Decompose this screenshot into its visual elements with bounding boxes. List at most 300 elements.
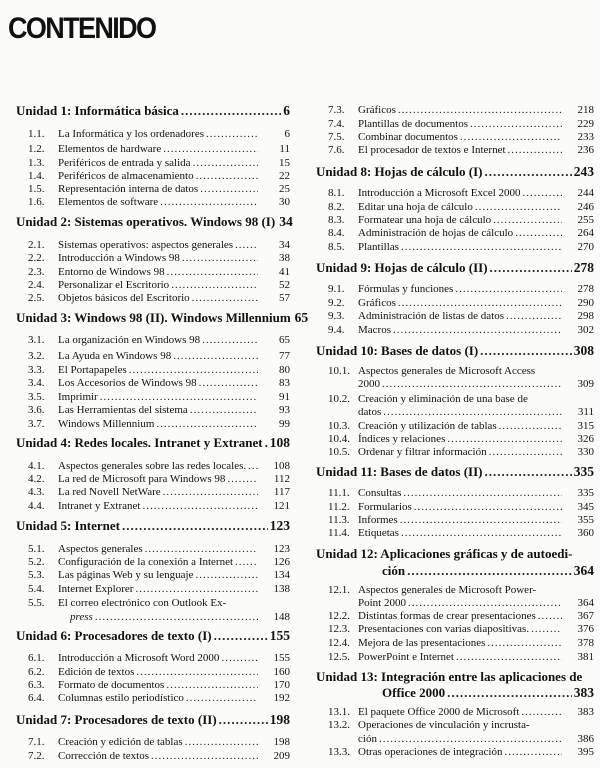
unit-heading (16, 518, 290, 534)
entry-page: 309 (577, 378, 594, 390)
entry-title: Aspectos generales de Microsoft Power- (358, 584, 537, 596)
leader-dots (265, 435, 268, 451)
entry-title: Combinar documentos (358, 131, 458, 143)
entry-number: 10.4. (328, 433, 350, 445)
entry-number: 1.2. (28, 143, 45, 155)
entry-page: 330 (577, 446, 594, 458)
toc-entry (316, 637, 594, 649)
entry-number: 8.1. (328, 187, 345, 199)
entry-page: 244 (577, 187, 594, 199)
unit-heading (316, 260, 594, 276)
entry-number: 3.5. (28, 391, 45, 403)
entry-page: 52 (279, 279, 290, 291)
entry-page: 123 (273, 543, 290, 555)
leader-dots (166, 679, 258, 691)
toc-entry (16, 736, 290, 748)
entry-number: 6.3. (28, 679, 45, 691)
unit-page: 308 (573, 343, 594, 358)
toc-entry (316, 118, 594, 130)
leader-dots (129, 364, 258, 376)
unit-page: 34 (279, 214, 293, 229)
leader-dots (190, 404, 258, 416)
unit-title: Unidad 3: Windows 98 (II). Windows Millennium (16, 310, 291, 325)
leader-dots (186, 692, 258, 704)
toc-entry (316, 393, 594, 405)
entry-title: Etiquetas (358, 527, 399, 539)
entry-title: Ordenar y filtrar información (358, 446, 487, 458)
leader-dots (407, 563, 572, 579)
leader-dots (485, 464, 572, 480)
leader-dots (248, 460, 258, 472)
toc-entry (16, 750, 290, 762)
entry-page: 255 (577, 214, 594, 226)
toc-entry-continuation (16, 611, 290, 623)
entry-page: 15 (279, 157, 290, 169)
entry-page: 117 (273, 486, 290, 498)
entry-title: Fórmulas y funciones (358, 283, 454, 295)
entry-page: 246 (577, 201, 594, 213)
entry-number: 4.3. (28, 486, 45, 498)
entry-page: 6 (284, 128, 290, 140)
entry-number: 7.2. (28, 750, 45, 762)
entry-number: 3.7. (28, 418, 45, 430)
entry-number: 7.4. (328, 118, 345, 130)
entry-number: 6.4. (28, 692, 45, 704)
toc-entry (16, 692, 290, 704)
leader-dots (142, 500, 258, 512)
unit-title: Unidad 5: Internet (16, 518, 121, 533)
toc-entry (316, 733, 594, 745)
toc-entry (316, 746, 594, 758)
leader-dots (490, 260, 572, 276)
toc-entry (16, 183, 290, 195)
entry-number: 2.2. (28, 252, 45, 264)
toc-entry (316, 365, 594, 377)
toc-entry (16, 350, 290, 362)
toc-entry (316, 283, 594, 295)
entry-number: 9.1. (328, 283, 345, 295)
toc-entry (316, 144, 594, 156)
entry-page: 278 (577, 283, 594, 295)
toc-entry (316, 241, 594, 253)
entry-number: 1.3. (28, 157, 45, 169)
entry-page: 108 (273, 460, 290, 472)
toc-entry (16, 391, 290, 403)
toc-entry (16, 252, 290, 264)
unit-page: 6 (283, 103, 290, 118)
entry-page: 160 (273, 666, 290, 678)
unit-title: Unidad 13: Integración entre las aplicaciones de (316, 669, 583, 684)
leader-dots (400, 514, 562, 526)
leader-dots (193, 157, 258, 169)
entry-number: 8.3. (328, 214, 345, 226)
entry-title: La Ayuda en Windows 98 (58, 350, 172, 362)
entry-title: Las Herramientas del sistema (58, 404, 188, 416)
entry-number: 10.2. (328, 393, 350, 405)
unit-page: 155 (269, 628, 290, 643)
entry-number: 10.1. (328, 365, 350, 377)
entry-page: 198 (273, 736, 290, 748)
toc-entry (16, 364, 290, 376)
entry-page: 41 (279, 266, 290, 278)
entry-number: 5.2. (28, 556, 45, 568)
toc-entry (16, 196, 290, 208)
unit-heading (16, 103, 290, 119)
entry-title: El paquete Office 2000 de Microsoft (358, 706, 520, 718)
unit-title: Unidad 6: Procesadores de texto (I) (16, 628, 212, 643)
leader-dots (515, 227, 562, 239)
unit-title: Unidad 8: Hojas de cálculo (I) (316, 164, 483, 179)
toc-entry (16, 266, 290, 278)
unit-heading (16, 712, 290, 728)
toc-entry (16, 486, 290, 498)
leader-dots (156, 418, 258, 430)
entry-title: Administración de hojas de cálculo (358, 227, 514, 239)
toc-entry (16, 418, 290, 430)
entry-page: 290 (577, 297, 594, 309)
entry-page: 121 (273, 500, 290, 512)
entry-title: Aspectos generales de Microsoft Access (358, 365, 536, 377)
entry-title: Corrección de textos (58, 750, 150, 762)
leader-dots (460, 131, 562, 143)
entry-title: PowerPoint e Internet (358, 651, 454, 663)
unit-page: 65 (294, 310, 309, 325)
leader-dots (196, 170, 258, 182)
toc-entry (16, 143, 290, 155)
toc-entry (316, 420, 594, 432)
leader-dots (195, 569, 258, 581)
leader-dots (456, 651, 562, 663)
toc-entry (316, 378, 594, 390)
entry-page: 270 (577, 241, 594, 253)
entry-number: 7.6. (328, 144, 345, 156)
entry-number: 10.5. (328, 446, 350, 458)
leader-dots (401, 241, 562, 253)
entry-page: 25 (279, 183, 290, 195)
leader-dots (100, 391, 258, 403)
entry-number: 7.1. (28, 736, 45, 748)
unit-title: ción (382, 563, 406, 578)
entry-number: 8.4. (328, 227, 345, 239)
entry-page: 83 (279, 377, 290, 389)
leader-dots (379, 733, 562, 745)
entry-title: ción (358, 733, 377, 745)
entry-number: 7.5. (328, 131, 345, 143)
toc-entry (316, 187, 594, 199)
toc-entry (316, 433, 594, 445)
entry-title: 2000 (358, 378, 380, 390)
leader-dots (160, 196, 258, 208)
leader-dots (171, 279, 258, 291)
toc-entry (16, 334, 290, 346)
entry-title: press (70, 611, 93, 623)
toc-entry (16, 679, 290, 691)
entry-number: 12.3. (328, 623, 350, 635)
entry-title: Otras operaciones de integración (358, 746, 503, 758)
entry-number: 13.3. (328, 746, 350, 758)
leader-dots (414, 501, 562, 513)
toc-entry (316, 131, 594, 143)
toc-entry (16, 460, 290, 472)
unit-heading (16, 214, 293, 230)
leader-dots (206, 128, 258, 140)
toc-entry (16, 128, 290, 140)
leader-dots (200, 183, 258, 195)
entry-page: 99 (279, 418, 290, 430)
leader-dots (185, 736, 258, 748)
entry-title: El correo electrónico con Outlook Ex- (58, 597, 227, 609)
entry-title: Intranet y Extranet (58, 500, 141, 512)
toc-entry (16, 473, 290, 485)
leader-dots (167, 266, 258, 278)
entry-number: 11.3. (328, 514, 350, 526)
leader-dots (484, 164, 571, 180)
unit-title: Unidad 7: Procesadores de texto (II) (16, 712, 217, 727)
toc-entry (16, 569, 290, 581)
toc-entry (316, 706, 594, 718)
leader-dots (383, 406, 562, 418)
entry-number: 12.2. (328, 610, 350, 622)
entry-number: 2.4. (28, 279, 45, 291)
entry-number: 5.3. (28, 569, 45, 581)
unit-title: Unidad 10: Bases de datos (I) (316, 343, 479, 358)
entry-number: 13.2. (328, 719, 350, 731)
entry-number: 1.1. (28, 128, 45, 140)
entry-title: Formularios (358, 501, 412, 513)
entry-title: Plantillas (358, 241, 399, 253)
entry-number: 10.3. (328, 420, 350, 432)
unit-title: Office 2000 (382, 685, 446, 700)
toc-entry (16, 597, 290, 609)
leader-dots (163, 486, 258, 498)
entry-page: 30 (279, 196, 290, 208)
entry-number: 13.1. (328, 706, 350, 718)
leader-dots (508, 144, 562, 156)
entry-title: Point 2000 (358, 597, 406, 609)
unit-page: 243 (573, 164, 594, 179)
unit-title: Unidad 12: Aplicaciones gráficas y de autoedi- (316, 546, 573, 561)
toc-entry (316, 487, 594, 499)
unit-title: Unidad 9: Hojas de cálculo (II) (316, 260, 488, 275)
entry-page: 302 (577, 324, 594, 336)
toc-entry (16, 239, 290, 251)
entry-number: 6.2. (28, 666, 45, 678)
entry-page: 264 (577, 227, 594, 239)
entry-page: 170 (273, 679, 290, 691)
entry-title: Distintas formas de crear presentaciones (358, 610, 536, 622)
entry-page: 91 (279, 391, 290, 403)
leader-dots (455, 283, 562, 295)
entry-title: Índices y relaciones (358, 433, 446, 445)
entry-title: Macros (358, 324, 391, 336)
entry-number: 5.4. (28, 583, 45, 595)
entry-title: Introducción a Microsoft Word 2000 (58, 652, 220, 664)
toc-entry (316, 310, 594, 322)
entry-title: Imprimir (58, 391, 98, 403)
leader-dots (221, 652, 258, 664)
entry-page: 80 (279, 364, 290, 376)
entry-page: 34 (279, 239, 290, 251)
entry-number: 3.6. (28, 404, 45, 416)
entry-title: Administración de listas de datos (358, 310, 505, 322)
entry-number: 2.3. (28, 266, 45, 278)
entry-title: Creación y eliminación de una base de (358, 393, 528, 405)
entry-number: 11.2. (328, 501, 350, 513)
entry-page: 364 (577, 597, 594, 609)
leader-dots (470, 118, 562, 130)
leader-dots (151, 750, 258, 762)
entry-page: 360 (577, 527, 594, 539)
leader-dots (487, 637, 562, 649)
entry-title: Gráficos (358, 297, 396, 309)
entry-page: 378 (577, 637, 594, 649)
leader-dots (521, 706, 562, 718)
toc-entry (16, 556, 290, 568)
entry-title: Sistemas operativos: aspectos generales (58, 239, 234, 251)
leader-dots (475, 201, 562, 213)
leader-dots (447, 685, 572, 701)
entry-title: La red Novell NetWare (58, 486, 161, 498)
entry-number: 4.2. (28, 473, 45, 485)
leader-dots (219, 712, 268, 728)
entry-number: 11.1. (328, 487, 350, 499)
unit-page: 335 (573, 464, 594, 479)
entry-page: 22 (279, 170, 290, 182)
entry-number: 12.5. (328, 651, 350, 663)
entry-title: Periféricos de almacenamiento (58, 170, 194, 182)
entry-title: Gráficos (358, 104, 396, 116)
entry-title: Windows Millennium (58, 418, 155, 430)
entry-number: 12.4. (328, 637, 350, 649)
toc-entry (316, 227, 594, 239)
unit-heading (316, 546, 594, 562)
leader-dots (398, 104, 562, 116)
unit-page: 123 (269, 518, 290, 533)
entry-page: 77 (279, 350, 290, 362)
leader-dots (382, 378, 562, 390)
toc-entry (316, 406, 594, 418)
entry-page: 65 (279, 334, 290, 346)
leader-dots (173, 350, 258, 362)
unit-title: Unidad 1: Informática básica (16, 103, 179, 118)
entry-title: datos (358, 406, 382, 418)
unit-heading (316, 343, 594, 359)
entry-title: Editar una hoja de cálculo (358, 201, 473, 213)
entry-page: 126 (273, 556, 290, 568)
entry-title: La organización en Windows 98 (58, 334, 201, 346)
toc-entry (316, 297, 594, 309)
entry-number: 5.5. (28, 597, 45, 609)
entry-page: 11 (279, 143, 290, 155)
unit-title: Unidad 4: Redes locales. Intranet y Extranet (16, 435, 263, 450)
toc-entry (316, 514, 594, 526)
entry-page: 376 (577, 623, 594, 635)
toc-entry (16, 583, 290, 595)
unit-title: Unidad 2: Sistemas operativos. Windows 98 (I) (16, 214, 276, 229)
unit-page: 198 (269, 712, 290, 727)
entry-title: Informes (358, 514, 398, 526)
toc-entry (316, 719, 594, 731)
entry-page: 298 (577, 310, 594, 322)
toc-entry (16, 292, 290, 304)
toc-entry (316, 527, 594, 539)
entry-page: 311 (577, 406, 594, 418)
toc-entry (316, 104, 594, 116)
leader-dots (408, 597, 562, 609)
entry-title: Representación interna de datos (58, 183, 199, 195)
entry-number: 9.3. (328, 310, 345, 322)
leader-dots (493, 214, 562, 226)
unit-page: 108 (269, 435, 290, 450)
leader-dots (403, 487, 562, 499)
entry-number: 7.3. (328, 104, 345, 116)
entry-page: 134 (273, 569, 290, 581)
toc-entry (316, 501, 594, 513)
entry-page: 112 (273, 473, 290, 485)
entry-number: 2.5. (28, 292, 45, 304)
leader-dots (447, 433, 562, 445)
toc-entry (316, 584, 594, 596)
entry-title: El Portapapeles (58, 364, 127, 376)
entry-title: Introducción a Microsoft Excel 2000 (358, 187, 521, 199)
entry-page: 315 (577, 420, 594, 432)
entry-title: Presentaciones con varias diapositivas. (358, 623, 530, 635)
toc-entry (316, 201, 594, 213)
entry-page: 229 (577, 118, 594, 130)
entry-number: 3.3. (28, 364, 45, 376)
entry-title: Internet Explorer (58, 583, 134, 595)
entry-title: Personalizar el Escritorio (58, 279, 170, 291)
entry-page: 345 (577, 501, 594, 513)
unit-heading-continued (316, 563, 594, 579)
entry-title: Edición de textos (58, 666, 135, 678)
unit-heading-continued (316, 685, 594, 701)
entry-title: Consultas (358, 487, 402, 499)
toc-entry (16, 157, 290, 169)
entry-title: Aspectos generales (58, 543, 143, 555)
entry-page: 57 (279, 292, 290, 304)
entry-title: El procesador de textos e Internet (358, 144, 506, 156)
entry-number: 8.2. (328, 201, 345, 213)
entry-page: 155 (273, 652, 290, 664)
unit-heading (16, 310, 309, 326)
entry-title: La Informática y los ordenadores (58, 128, 204, 140)
unit-heading (316, 164, 594, 180)
toc-entry (316, 214, 594, 226)
toc-entry (316, 623, 594, 635)
entry-page: 355 (577, 514, 594, 526)
leader-dots (95, 611, 258, 623)
entry-page: 367 (577, 610, 594, 622)
toc-entry (16, 377, 290, 389)
entry-number: 2.1. (28, 239, 45, 251)
entry-title: Formato de documentos (58, 679, 165, 691)
leader-dots (531, 623, 562, 635)
toc-entry (16, 500, 290, 512)
leader-dots (489, 446, 562, 458)
entry-number: 12.1. (328, 584, 350, 596)
entry-number: 4.4. (28, 500, 45, 512)
unit-heading (16, 435, 290, 451)
entry-title: Formatear una hoja de cálculo (358, 214, 492, 226)
entry-page: 381 (577, 651, 594, 663)
leader-dots (523, 187, 562, 199)
unit-page: 383 (573, 685, 594, 700)
entry-title: Creación y edición de tablas (58, 736, 183, 748)
leader-dots (480, 343, 572, 359)
entry-page: 233 (577, 131, 594, 143)
leader-dots (538, 610, 562, 622)
